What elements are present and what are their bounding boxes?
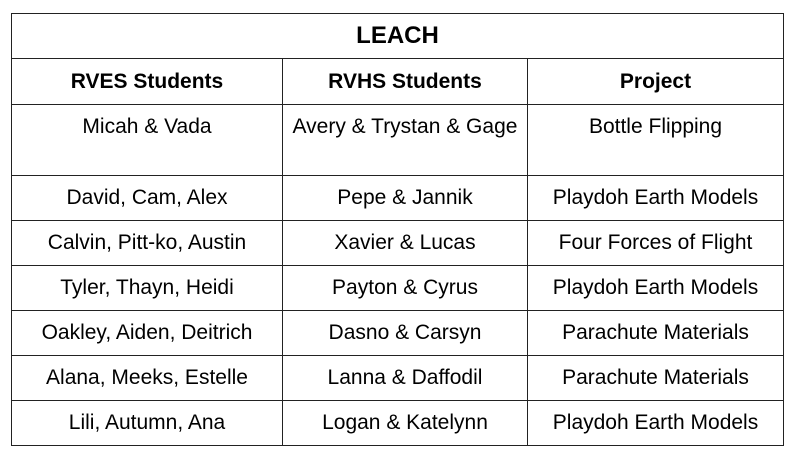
project-table (11, 13, 784, 446)
rvhs-students-cell: Logan & Katelynn (283, 401, 528, 446)
column-header-rves: RVES Students (12, 59, 283, 105)
rvhs-students-cell: Lanna & Daffodil (283, 356, 528, 401)
rves-students-cell: Tyler, Thayn, Heidi (12, 266, 283, 311)
project-cell: Playdoh Earth Models (528, 266, 784, 311)
rvhs-students-cell: Pepe & Jannik (283, 176, 528, 221)
table-row (12, 105, 784, 176)
rvhs-students-cell: Avery & Trystan & Gage (283, 105, 528, 176)
rvhs-students-cell: Xavier & Lucas (283, 221, 528, 266)
table-header-row (12, 59, 784, 105)
rvhs-students-cell: Dasno & Carsyn (283, 311, 528, 356)
rves-students-cell: Lili, Autumn, Ana (12, 401, 283, 446)
table-row (12, 356, 784, 401)
table-row (12, 266, 784, 311)
project-cell: Four Forces of Flight (528, 221, 784, 266)
table-row (12, 401, 784, 446)
project-cell: Parachute Materials (528, 356, 784, 401)
rves-students-cell: Oakley, Aiden, Deitrich (12, 311, 283, 356)
project-cell: Bottle Flipping (528, 105, 784, 176)
rves-students-cell: Calvin, Pitt-ko, Austin (12, 221, 283, 266)
project-cell: Parachute Materials (528, 311, 784, 356)
column-header-rvhs: RVHS Students (283, 59, 528, 105)
rves-students-cell: David, Cam, Alex (12, 176, 283, 221)
column-header-project: Project (528, 59, 784, 105)
rves-students-cell: Micah & Vada (12, 105, 283, 176)
table-title: LEACH (12, 14, 784, 59)
rves-students-cell: Alana, Meeks, Estelle (12, 356, 283, 401)
project-cell: Playdoh Earth Models (528, 176, 784, 221)
table-row (12, 311, 784, 356)
table-row (12, 221, 784, 266)
table-title-row (12, 14, 784, 59)
table-row (12, 176, 784, 221)
rvhs-students-cell: Payton & Cyrus (283, 266, 528, 311)
project-cell: Playdoh Earth Models (528, 401, 784, 446)
